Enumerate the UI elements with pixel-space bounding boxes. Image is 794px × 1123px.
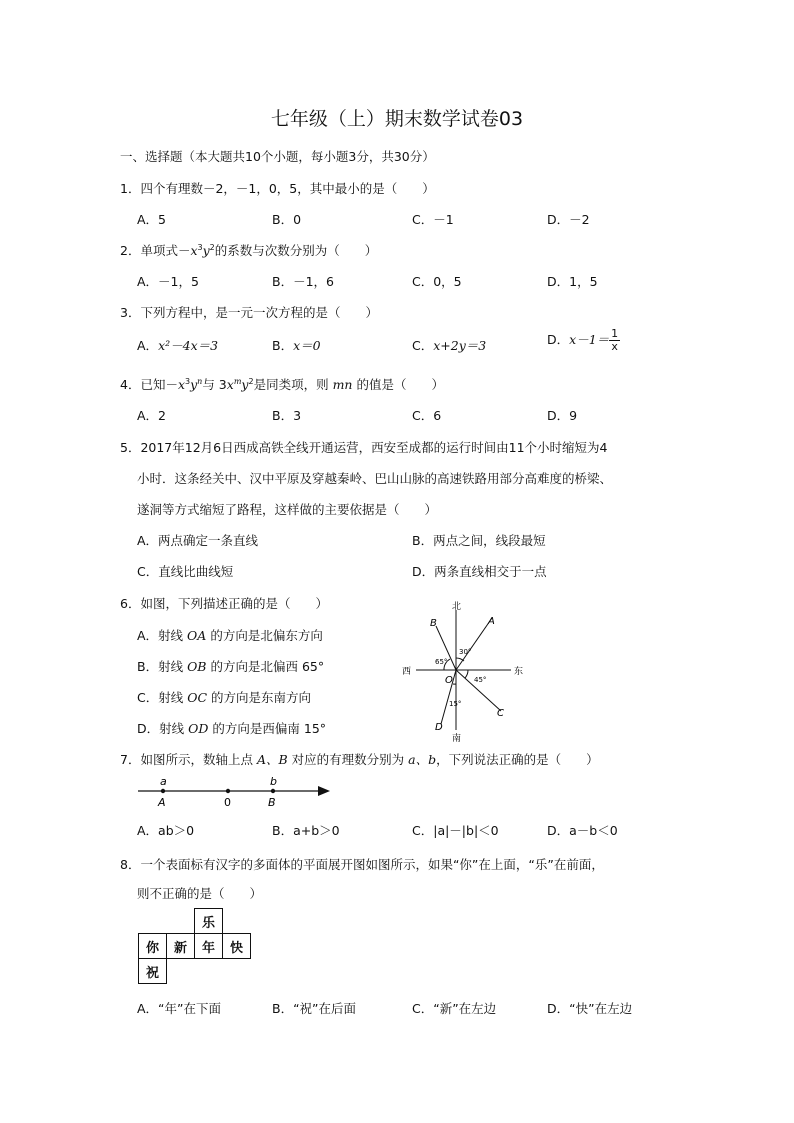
question-4-stem: 4．已知$-x^3y^n$与 $3x^my^2$是同类项，则 mn 的值是（ ） xyxy=(120,376,444,392)
number-line-figure xyxy=(134,772,338,810)
point-a xyxy=(161,789,165,793)
label-east: 东 xyxy=(514,667,524,677)
label-b-value: b xyxy=(270,775,277,788)
q2-option-c: C．0，5 xyxy=(412,274,462,289)
q2-option-b: B．－1，6 xyxy=(272,274,334,289)
point-b xyxy=(271,789,275,793)
q3-option-b: B．x＝0 xyxy=(272,338,321,353)
angle-15: 15° xyxy=(449,700,462,708)
q4-option-b: B．3 xyxy=(272,408,302,423)
label-point-b: B xyxy=(430,618,437,629)
question-1-stem: 1．四个有理数－2，－1，0，5，其中最小的是（ ） xyxy=(120,181,435,196)
label-north: 北 xyxy=(452,602,462,612)
q5-option-d: D．两条直线相交于一点 xyxy=(412,564,547,579)
q1-option-b: B．0 xyxy=(272,212,302,227)
question-5-line-3: 遂洞等方式缩短了路程，这样做的主要依据是（ ） xyxy=(137,502,438,517)
label-point-c: C xyxy=(497,708,504,719)
angle-65: 65° xyxy=(435,658,448,666)
q8-option-d: D．“快”在左边 xyxy=(547,1001,633,1016)
question-5-line-1: 5．2017年12月6日西成高铁全线开通运营，西安至成都的运行时间由11个小时缩短为4 xyxy=(120,440,608,455)
label-a-value: a xyxy=(160,775,167,788)
compass-direction-figure xyxy=(398,598,538,743)
q5-option-b: B．两点之间，线段最短 xyxy=(412,533,546,548)
q1-option-a: A．5 xyxy=(137,212,167,227)
q4-option-c: C．6 xyxy=(412,408,442,423)
q3-option-a: A．x²－4x＝3 xyxy=(137,338,219,353)
point-zero xyxy=(226,789,230,793)
q8-option-a: A．“年”在下面 xyxy=(137,1001,222,1016)
question-5-line-2: 小时．这条经关中、汉中平原及穿越秦岭、巴山山脉的高速铁路用部分高难度的桥梁、 xyxy=(137,471,613,486)
label-south: 南 xyxy=(452,734,462,743)
q6-option-b: B．射线 OB 的方向是北偏西 65° xyxy=(137,659,325,674)
net-cell-kuai: 快 xyxy=(223,934,251,959)
angle-30: 30° xyxy=(459,648,472,656)
q6-option-d: D．射线 OD 的方向是西偏南 15° xyxy=(137,721,327,736)
net-cell-zhu: 祝 xyxy=(139,959,167,984)
label-point-d: D xyxy=(435,722,443,733)
net-cell-xin: 新 xyxy=(167,934,195,959)
fraction-one-over-x: $\frac{1}{x}$ xyxy=(611,327,619,353)
q4-option-a: A．2 xyxy=(137,408,167,423)
net-cell-ni: 你 xyxy=(139,934,167,959)
q7-option-c: C．|a|－|b|＜0 xyxy=(412,823,499,838)
question-6-stem: 6．如图，下列描述正确的是（ ） xyxy=(120,596,328,611)
question-2-stem: 2．单项式$-x^3y^2$的系数与次数分别为（ ） xyxy=(120,242,378,258)
label-zero: 0 xyxy=(224,796,231,809)
question-8-line-1: 8．一个表面标有汉字的多面体的平面展开图如图所示，如果“你”在上面，“乐”在前面， xyxy=(120,857,604,872)
question-8-line-2: 则不正确的是（ ） xyxy=(137,886,263,901)
net-cell-nian: 年 xyxy=(195,934,223,959)
q5-option-a: A．两点确定一条直线 xyxy=(137,533,259,548)
net-cell-le: 乐 xyxy=(195,909,223,934)
label-origin-o: O xyxy=(445,675,453,686)
page-title: 七年级（上）期末数学试卷03 xyxy=(270,108,524,130)
q2-option-d: D．1，5 xyxy=(547,274,598,289)
q7-option-b: B．a+b＞0 xyxy=(272,823,340,838)
q2-option-a: A．－1，5 xyxy=(137,274,199,289)
q4-option-d: D．9 xyxy=(547,408,578,423)
question-7-stem: 7．如图所示，数轴上点 A、B 对应的有理数分别为 a、b，下列说法正确的是（ ） xyxy=(120,752,599,767)
q8-option-b: B．“祝”在后面 xyxy=(272,1001,357,1016)
q7-option-d: D．a－b＜0 xyxy=(547,823,618,838)
q8-option-c: C．“新”在左边 xyxy=(412,1001,497,1016)
label-point-b: B xyxy=(268,796,276,809)
cube-net-figure xyxy=(138,908,251,984)
q3-option-d: D．x－1＝ $\frac{1}{x}$ xyxy=(547,327,619,353)
q7-option-a: A．ab＞0 xyxy=(137,823,195,838)
number-line-arrow xyxy=(318,786,330,796)
label-west: 西 xyxy=(402,667,412,677)
q3-option-c: C．x+2y＝3 xyxy=(412,338,487,353)
ray-oa xyxy=(456,618,492,670)
question-3-stem: 3．下列方程中，是一元一次方程的是（ ） xyxy=(120,305,378,320)
q1-option-d: D．－2 xyxy=(547,212,590,227)
q6-option-a: A．射线 OA 的方向是北偏东方向 xyxy=(137,628,323,643)
angle-45: 45° xyxy=(474,676,487,684)
q5-option-c: C．直线比曲线短 xyxy=(137,564,234,579)
q6-option-c: C．射线 OC 的方向是东南方向 xyxy=(137,690,312,705)
label-point-a: A xyxy=(158,796,166,809)
label-point-a: A xyxy=(488,616,495,627)
section-heading: 一、选择题（本大题共10个小题，每小题3分，共30分） xyxy=(120,149,435,164)
q1-option-c: C．－1 xyxy=(412,212,454,227)
